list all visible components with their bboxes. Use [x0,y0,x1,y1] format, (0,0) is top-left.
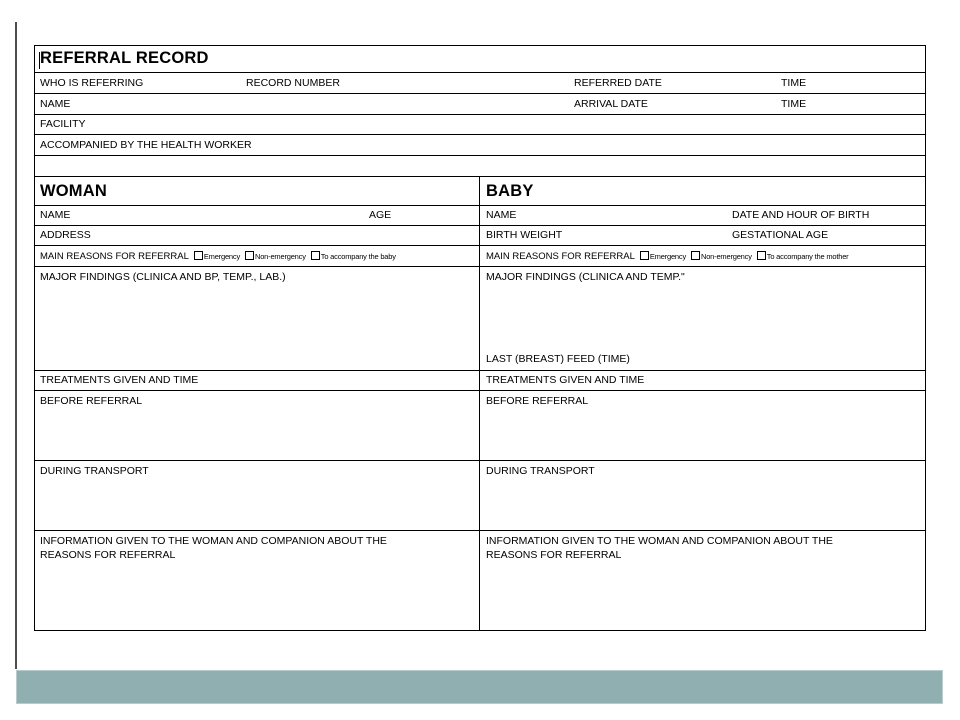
woman-findings-box[interactable] [35,267,480,371]
baby-weight-row[interactable] [480,226,925,246]
baby-during-transport-box[interactable] [480,461,925,531]
woman-reasons-label: MAIN REASONS FOR REFERRAL [40,251,189,262]
woman-treatments-row [35,371,480,391]
woman-findings-label: MAJOR FINDINGS (CLINICA AND BP, TEMP., LAB.) [40,271,286,283]
baby-reasons-row [480,246,925,267]
baby-emergency-checkbox[interactable] [640,251,649,260]
baby-findings-label: MAJOR FINDINGS (CLINICA AND TEMP." [486,271,685,283]
accompanied-row[interactable] [35,135,925,156]
woman-emergency-checkbox[interactable] [194,251,203,260]
baby-title: BABY [486,182,534,200]
woman-reasons [40,251,396,263]
facility-row[interactable] [35,115,925,135]
slide-footer-bar [16,670,943,704]
woman-header [35,177,480,206]
form-title-row [35,46,925,73]
who-is-referring-row[interactable] [35,73,925,94]
blank-row [35,156,925,177]
woman-title: WOMAN [40,182,107,200]
woman-name-label: NAME [40,209,71,221]
referred-time-label: TIME [781,77,807,89]
referred-date-label: REFERRED DATE [574,77,662,89]
baby-during-transport-label: DURING TRANSPORT [486,465,595,477]
baby-reasons-label: MAIN REASONS FOR REFERRAL [486,251,635,262]
accompanied-label: ACCOMPANIED BY THE HEALTH WORKER [40,139,252,151]
woman-non-emergency-checkbox[interactable] [245,251,254,260]
woman-address-row[interactable] [35,226,480,246]
baby-reasons [486,251,848,263]
baby-treatments-label: TREATMENTS GIVEN AND TIME [486,374,645,386]
woman-accompany-baby-label: To accompany the baby [320,252,396,261]
woman-information-label-line2: REASONS FOR REFERRAL [40,549,176,561]
woman-emergency-label: Emergency [203,252,240,261]
page-left-rule [15,22,17,669]
baby-findings-box[interactable] [480,267,925,371]
woman-information-box[interactable] [35,531,480,630]
baby-non-emergency-label: Non-emergency [701,252,752,261]
referral-record-form [34,45,926,631]
baby-birth-date-label: DATE AND HOUR OF BIRTH [732,209,870,221]
woman-during-transport-box[interactable] [35,461,480,531]
woman-accompany-baby-checkbox[interactable] [311,251,320,260]
baby-name-label: NAME [486,209,517,221]
baby-header [480,177,925,206]
baby-information-box[interactable] [480,531,925,630]
woman-reasons-row [35,246,480,267]
arrival-time-label: TIME [781,98,807,110]
baby-information-label-line2: REASONS FOR REFERRAL [486,549,622,561]
woman-before-referral-box[interactable] [35,391,480,461]
baby-non-emergency-checkbox[interactable] [691,251,700,260]
baby-name-row[interactable] [480,206,925,226]
arrival-date-label: ARRIVAL DATE [574,98,648,110]
baby-treatments-row [480,371,925,391]
name-label: NAME [40,98,71,110]
woman-before-referral-label: BEFORE REFERRAL [40,395,143,407]
woman-information-label-line1: INFORMATION GIVEN TO THE WOMAN AND COMPANION ABOUT THE [40,535,387,547]
baby-gestational-age-label: GESTATIONAL AGE [732,229,829,241]
baby-emergency-label: Emergency [649,252,686,261]
woman-treatments-label: TREATMENTS GIVEN AND TIME [40,374,199,386]
baby-accompany-mother-label: To accompany the mother [766,252,849,261]
baby-accompany-mother-checkbox[interactable] [757,251,766,260]
woman-address-label: ADDRESS [40,229,91,241]
woman-age-label: AGE [369,209,392,221]
facility-label: FACILITY [40,118,86,130]
woman-during-transport-label: DURING TRANSPORT [40,465,149,477]
who-is-referring-label: WHO IS REFERRING [40,77,144,89]
woman-non-emergency-label: Non-emergency [255,252,306,261]
woman-name-row[interactable] [35,206,480,226]
form-title: REFERRAL RECORD [40,49,209,67]
record-number-label: RECORD NUMBER [246,77,340,89]
baby-last-feed-label: LAST (BREAST) FEED (TIME) [486,353,630,365]
baby-before-referral-box[interactable] [480,391,925,461]
baby-information-label-line1: INFORMATION GIVEN TO THE WOMAN AND COMPANION ABOUT THE [486,535,833,547]
baby-before-referral-label: BEFORE REFERRAL [486,395,589,407]
name-row[interactable] [35,94,925,115]
baby-birth-weight-label: BIRTH WEIGHT [486,229,563,241]
